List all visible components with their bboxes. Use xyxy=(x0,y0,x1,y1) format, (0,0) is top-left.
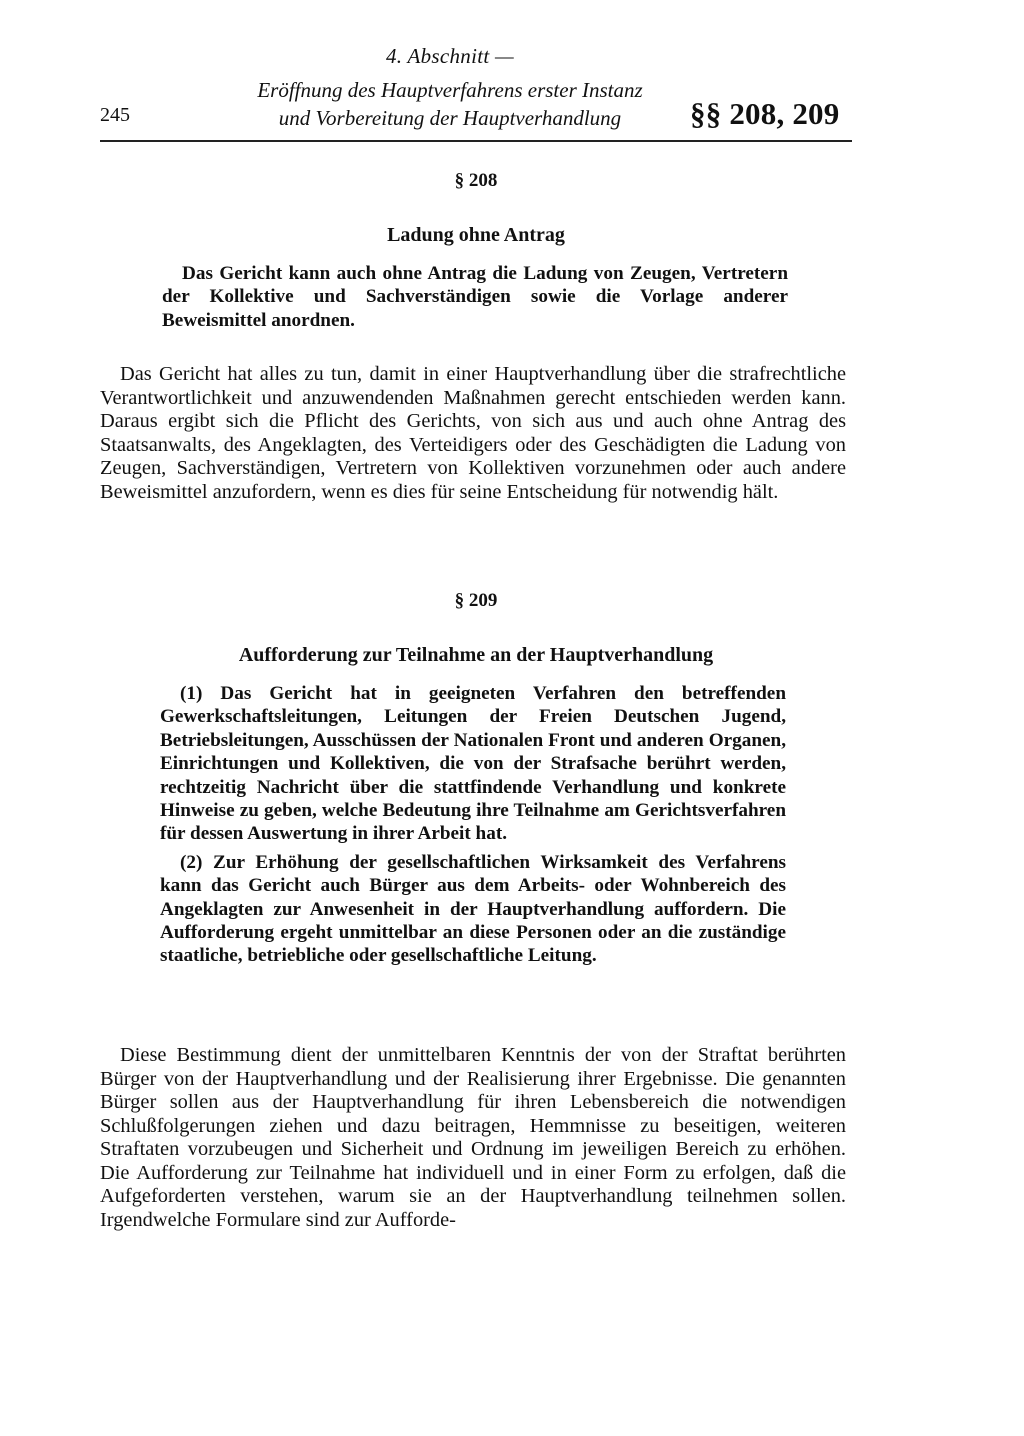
section-209-law-text xyxy=(160,682,786,968)
section-208-title: Ladung ohne Antrag xyxy=(387,224,565,246)
section-208-number: § 208 xyxy=(454,170,498,191)
section-209-law-paragraph-2: (2) Zur Erhöhung der gesellschaftlichen Wirksamkeit des Verfahrens kann das Gericht auch Bürger aus dem Arbeits- oder Wohnbereich des Angeklagten zur Anwesenheit in der Hauptverhandlung auffordern. Die Aufforderung ergeht unmittelbar an diese Personen oder an die zuständige staatliche, betriebliche oder gesellschaftliche Leitung. xyxy=(160,851,786,967)
section-208-commentary-paragraph: Das Gericht hat alles zu tun, damit in einer Hauptverhandlung über die strafrechtliche Verantwortlichkeit und anzuwendenden Maßnahmen gerecht entschieden werden kann. Daraus ergibt sich die Pflicht des Gerichts, von sich aus und auch ohne Antrag des Staatsanwalts, des Angeklagten, des Verteidigers oder des Geschädigten die Ladung von Zeugen, Sachverständigen, Vertretern von Kollektiven vorzunehmen oder auch andere Beweismittel anzufordern, wenn es dies für seine Entscheidung für notwendig hält. xyxy=(100,363,846,503)
running-head-title-line-2: und Vorbereitung der Hauptverhandlung xyxy=(278,106,622,130)
running-head-title-line-1: Eröffnung des Hauptverfahrens erster Instanz xyxy=(257,78,643,102)
section-209-number: § 209 xyxy=(454,590,498,611)
section-209-law-paragraph-1: (1) Das Gericht hat in geeigneten Verfahren den betreffenden Gewerkschaftsleitungen, Leitungen der Freien Deutschen Jugend, Betriebsleitungen, Ausschüssen der Nationalen Front und anderen Organen, Einrichtungen und Kollektiven, die von der Strafsache berührt werden, rechtzeitig Nachricht über die stattfindende Verhandlung und konkrete Hinweise zu geben, welche Bedeutung ihre Teilnahme am Gerichtsverfahren für dessen Auswertung in ihrer Arbeit hat. xyxy=(160,683,786,845)
section-208-law-paragraph: Das Gericht kann auch ohne Antrag die Ladung von Zeugen, Vertretern der Kollektive und Sachverständigen sowie die Vorlage anderer Beweismittel anordnen. xyxy=(162,263,788,331)
section-209-commentary-paragraph: Diese Bestimmung dient der unmittelbaren Kenntnis der von der Straftat berührten Bürger von der Hauptverhandlung und der Realisierung ihrer Ergebnisse. Die genannten Bürger sollen aus der Hauptverhandlung für ihren Lebensbereich die notwendigen Schlußfolgerungen ziehen und dazu beitragen, Hemmnisse zu beseitigen, weiteren Straftaten vorzubeugen und Sicherheit und Ordnung im jeweiligen Bereich zu erhöhen. Die Aufforderung zur Teilnahme hat individuell und in einer Form zu erfolgen, daß die Aufgeforderten verstehen, warum sie an der Hauptverhandlung teilnehmen sollen. Irgendwelche Formulare sind zur Aufforde- xyxy=(100,1044,846,1231)
running-head-paragraphs: §§ 208, 209 xyxy=(690,96,840,131)
section-209-title: Aufforderung zur Teilnahme an der Hauptverhandlung xyxy=(238,644,714,666)
running-head-title xyxy=(190,76,710,132)
header-rule xyxy=(100,140,852,142)
section-208-commentary xyxy=(100,363,846,504)
section-209-commentary xyxy=(100,1044,846,1232)
page-number: 245 xyxy=(100,104,130,126)
running-head-section: 4. Abschnitt — xyxy=(385,44,515,68)
section-208-law-text xyxy=(162,262,788,332)
